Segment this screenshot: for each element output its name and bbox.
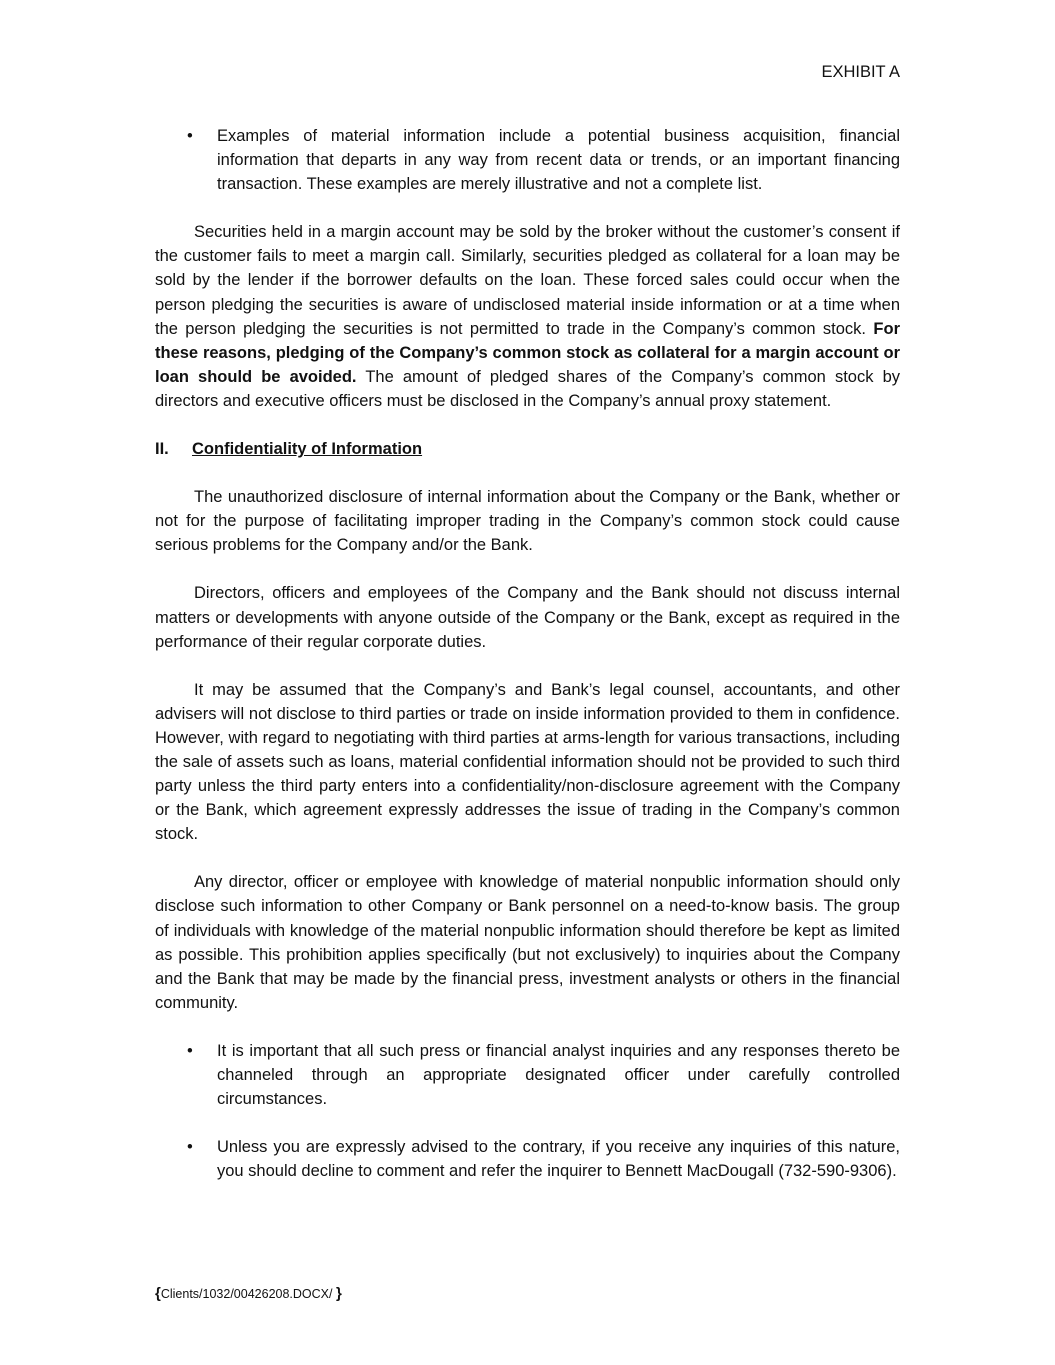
exhibit-label: EXHIBIT A <box>821 63 900 81</box>
paragraph-text: Securities held in a margin account may be sold by the broker without the customer’s consent if the customer fails to meet a margin call. Similarly, securities pledged as collateral for a loan may be sold by the lender if the borrower defaults on the loan. These forced sales could occur when the person pledging the securities is aware of undisclosed material inside information or at a time when the person pledging the securities is not permitted to trade in the Company’s common stock. <box>155 223 900 338</box>
bullet-item-decline-comment <box>155 1135 900 1183</box>
bold-warning: For these reasons, pledging of the Company’s common stock as collateral for a margin account or loan should be avoided. <box>155 319 900 386</box>
bullet-item-material-info <box>155 124 900 196</box>
bullet-dot: • <box>187 127 193 145</box>
paragraph-text: The amount of pledged shares of the Company’s common stock by directors and executive officers must be disclosed in the Company’s annual proxy statement. <box>155 367 901 410</box>
bullet-text: Examples of material information include a potential business acquisition, financial information that departs in any way from recent data or trends, or an important financing transaction. These examples are merely illustrative and not a complete list. <box>217 127 900 194</box>
bullet-dot: • <box>187 1041 193 1060</box>
paragraph-margin-account <box>155 220 900 413</box>
paragraph-legal-counsel: It may be assumed that the Company’s and Bank’s legal counsel, accountants, and other advisers will not disclose to third parties or trade on inside information provided to them in confidence. However, with regard to negotiating with third parties at arms-length for various transactions, including the sale of assets such as loans, material confidential information should not be provided to such third party unless the third party enters into a confidentiality/non-disclosure agreement with the Company or the Bank, which agreement expressly addresses the issue of trading in the Company’s common stock. <box>155 680 900 844</box>
paragraph-unauthorized-disclosure: The unauthorized disclosure of internal information about the Company or the Bank, whether or not for the purpose of facilitating improper trading in the Company’s common stock could cause serious problems for the Company and/or the Bank. <box>155 488 900 555</box>
footer-document-id <box>155 1285 342 1302</box>
footer-path: Clients/1032/00426208.DOCX/ <box>160 1287 336 1301</box>
section-heading <box>155 437 900 461</box>
paragraph-internal-matters: Directors, officers and employees of the Company and the Bank should not discuss internal matters or developments with anyone outside of the Company or the Bank, except as required in the performance of their regular corporate duties. <box>155 584 900 651</box>
bullet-dot: • <box>187 1138 193 1157</box>
paragraph-need-to-know: Any director, officer or employee with knowledge of material nonpublic information should only disclose such information to other Company or Bank personnel on a need-to-know basis. The group of individuals with knowledge of the material nonpublic information should therefore be kept as limited as possible. This prohibition applies specifically (but not exclusively) to inquiries about the Company and the Bank that may be made by the financial press, investment analysts or others in the financial community. <box>155 873 900 1012</box>
footer-open-brace: { <box>155 1285 161 1302</box>
bullet-text: It is important that all such press or financial analyst inquiries and any responses thereto be channeled through an appropriate designated officer under carefully controlled circumstances. <box>217 1041 900 1109</box>
bullet-item-press-inquiries <box>155 1039 900 1111</box>
section-number: II. <box>155 440 169 459</box>
section-title: Confidentiality of Information <box>192 440 423 459</box>
bullet-text: Unless you are expressly advised to the contrary, if you receive any inquiries of this nature, you should decline to comment and refer the inquirer to Bennett MacDougall (732-590-9306). <box>217 1138 900 1181</box>
document-body <box>155 124 900 1183</box>
footer-close-brace: } <box>335 1285 342 1302</box>
